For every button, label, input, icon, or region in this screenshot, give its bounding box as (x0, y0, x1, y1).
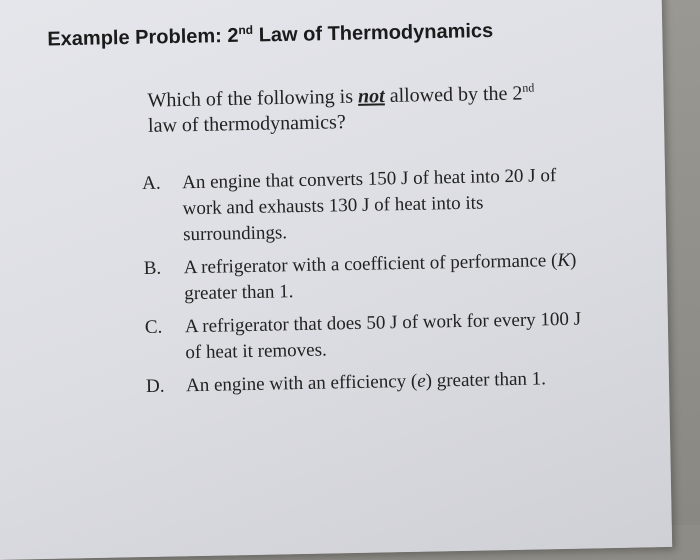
option-b-symbol: K (557, 249, 571, 272)
option-b (144, 248, 585, 308)
option-d-symbol: e (417, 370, 426, 392)
option-b-letter: B. (143, 257, 162, 280)
title-suffix: Law of Thermodynamics (252, 19, 494, 47)
title-prefix: Example Problem: 2 (47, 24, 239, 51)
question-part-1: Which of the following is (147, 85, 359, 112)
option-d (146, 366, 586, 400)
option-a-letter: A. (141, 172, 161, 195)
answer-options (142, 163, 586, 407)
page-title (47, 18, 493, 51)
option-c-letter: C. (144, 316, 163, 339)
question-superscript: nd (522, 80, 535, 95)
option-c (145, 307, 586, 367)
option-d-text-before: An engine with an efficiency ( (185, 370, 418, 397)
question-emphasis: not (357, 85, 385, 108)
question-part-3: law of thermodynamics? (147, 110, 346, 137)
option-d-letter: D. (145, 375, 165, 398)
option-a (142, 163, 583, 249)
option-a-text: An engine that converts 150 J of heat into 20 J of work and exhausts 130 J of heat into its surroundings. (181, 165, 557, 246)
option-b-text-after: ) greater than 1. (184, 249, 577, 305)
option-b-text-before: A refrigerator with a coefficient of performance ( (183, 250, 558, 279)
question-part-2: allowed by the 2 (384, 82, 523, 108)
option-c-text: A refrigerator that does 50 J of work for every 100 J of heat it removes. (184, 308, 582, 364)
title-superscript: nd (238, 22, 254, 38)
question-text (147, 75, 568, 139)
option-d-text-after: ) greater than 1. (425, 368, 547, 392)
